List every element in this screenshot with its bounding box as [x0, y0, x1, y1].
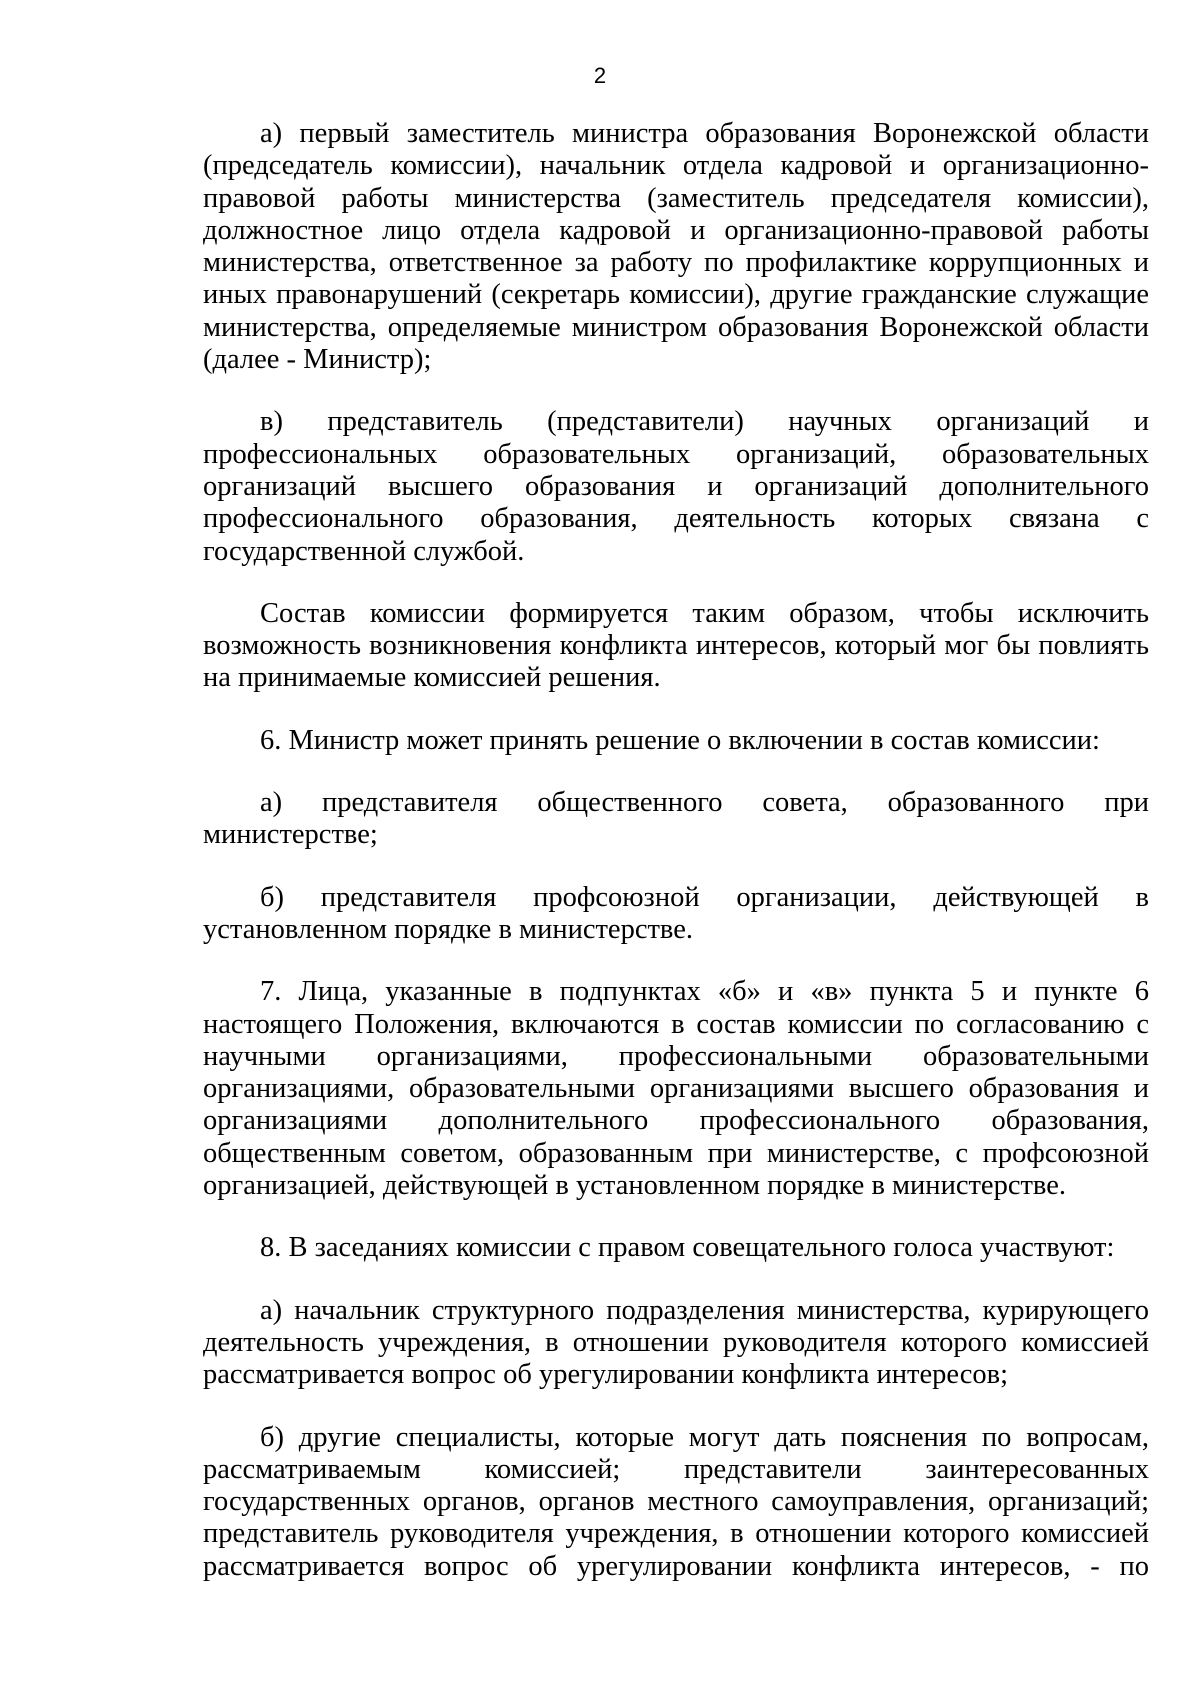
paragraph-7-inclusion-agreement: 7. Лица, указанные в подпунктах «б» и «в» пункта 5 и пункте 6 настоящего Положения, включаются в состав комиссии по согласованию с научными организациями, профессиональными образовательными организациями, образовательными организациями высшего образования и организациями дополнительного профессионального образования, общественным советом, образованным при министерстве, с профсоюзной организацией, действующей в установленном порядке в министерстве. — [203, 976, 1149, 1202]
page-number: 2 — [593, 63, 607, 88]
paragraph-5a-commission-members: а) первый заместитель министра образования Воронежской области (председатель комиссии), начальник отдела кадровой и организационно-правовой работы министерства (заместитель председателя комиссии), должностное лицо отдела кадровой и организационно-правовой работы министерства, ответственное за работу по профилактике коррупционных и иных правонарушений (секретарь комиссии), другие гражданские служащие министерства, определяемые министром образования Воронежской области (далее - Министр); — [203, 118, 1149, 376]
paragraph-6b-trade-union: б) представителя профсоюзной организации, действующей в установленном порядке в министерстве. — [203, 881, 1149, 945]
paragraph-5v-organization-representatives: в) представитель (представители) научных организаций и профессиональных образовательных организаций, образовательных организаций высшего образования и организаций дополнительного профессионального образования, деятельность которых связана с государственной службой. — [203, 406, 1149, 567]
document-body — [203, 118, 1149, 1583]
paragraph-commission-composition: Состав комиссии формируется таким образом, чтобы исключить возможность возникновения конфликта интересов, который мог бы повлиять на принимаемые комиссией решения. — [203, 597, 1149, 694]
paragraph-8a-department-head: а) начальник структурного подразделения министерства, курирующего деятельность учреждения, в отношении руководителя которого комиссией рассматривается вопрос об урегулировании конфликта интересов; — [203, 1294, 1149, 1391]
paragraph-8-advisory-vote: 8. В заседаниях комиссии с правом совещательного голоса участвуют: — [260, 1232, 1115, 1264]
paragraph-6-minister-decision: 6. Министр может принять решение о включении в состав комиссии: — [260, 724, 1100, 756]
paragraph-8b-other-specialists: б) другие специалисты, которые могут дать пояснения по вопросам, рассматриваемым комиссией; представители заинтересованных государственных органов, органов местного самоуправления, организаций; представитель руководителя учреждения, в отношении которого комиссией рассматривается вопрос об урегулировании конфликта интересов, - по — [203, 1421, 1149, 1582]
paragraph-6a-public-council: а) представителя общественного совета, образованного при министерстве; — [203, 787, 1149, 851]
